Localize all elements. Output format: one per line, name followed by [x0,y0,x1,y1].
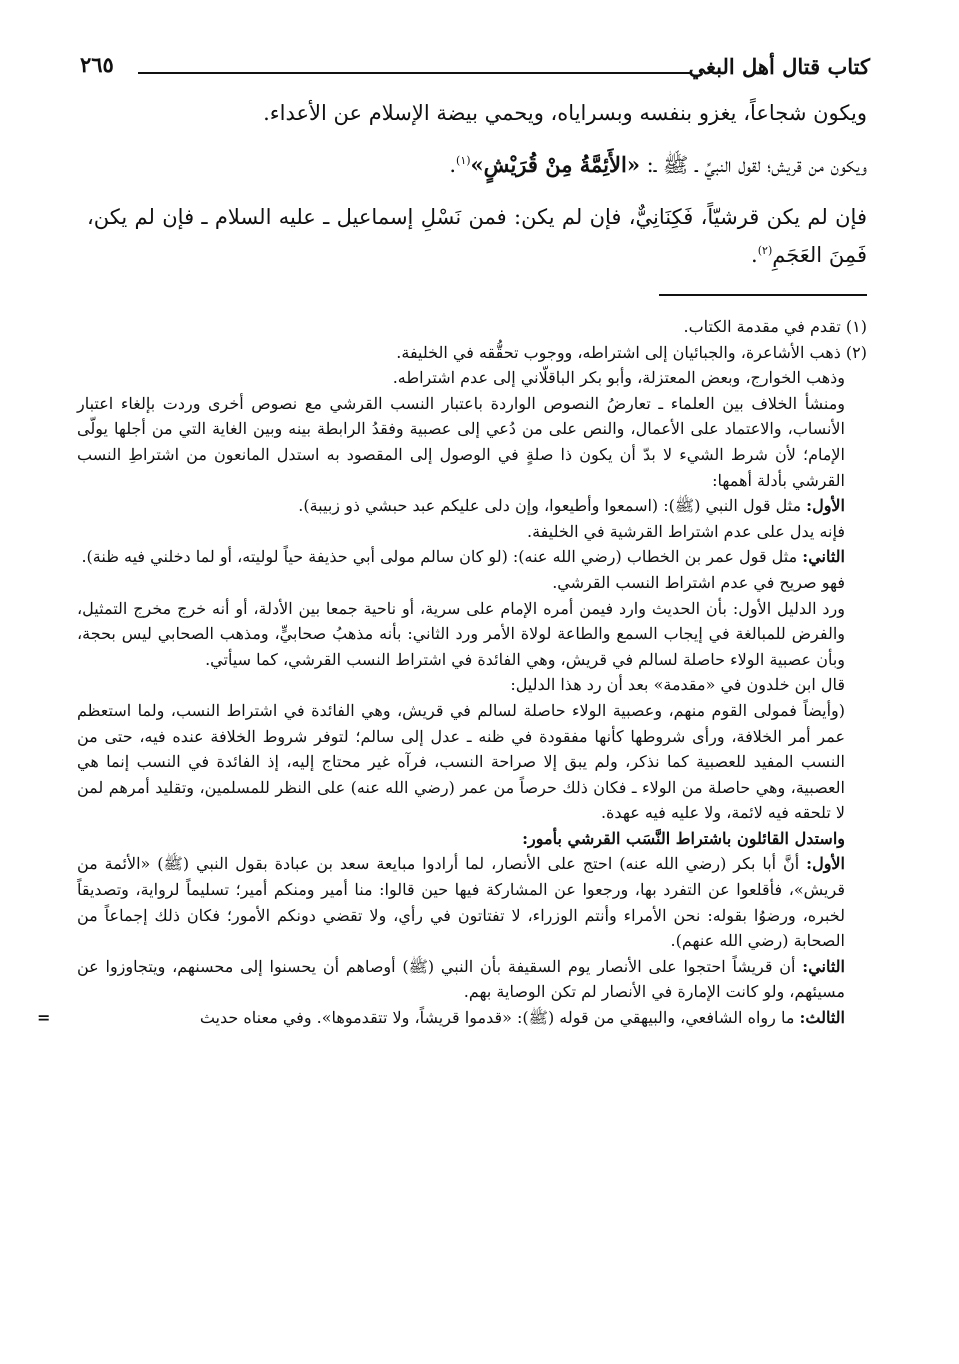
main-text-line: فإن لم يكن قرشيّاً، فَكِنَانِيٌّ، فإن لم يكن: فمن نَسْلِ إسماعيل ـ عليه السلام ـ فإن لم يكن، فَمِنَ العَجَمِ [87,205,867,267]
point-text: مثل قول عمر بن الخطاب (رضي الله عنه): (لو كان سالم مولى أبي حذيفة حياً لوليته، أو لما دخلني فيه ظنة). [81,547,803,567]
footnote-ref: (٢) [757,244,773,257]
footnote-paragraph: وذهب الخوارج، وبعض المعتزلة، وأبو بكر الباقلّاني إلى عدم اشتراطه. [392,368,845,388]
footnote-heading: واستدل القائلون باشتراط النَّسَب القرشي بأمور: [522,828,845,848]
footnote-paragraph [77,544,867,570]
point-label: الثاني: [802,956,845,976]
footnote-paragraph [37,1005,867,1031]
main-paragraph [87,146,867,184]
hadith-quote: «الأَئِمَّةُ مِنْ قُرَيْشٍ» [470,152,640,177]
footnote: (٢) ذهب الأشاعرة، والجبائيان إلى اشتراطه، ووجوب تحقُّقه في الخليفة. [396,342,867,362]
footnote-paragraph [77,493,867,519]
footnote-quote: (وأيضاً فمولى القوم منهم، وعصبية الولاء حاصلة لسالم في قريش، وهي الفائدة في اشتراط النسب، ولما استعظم عمر أمر الخلافة، ورأى شروطها كأنها مفقودة في ظنه ـ عدل إلى سالم؛ لتوفر شروط الخلافة عنده فيه، حتى من النسب المفيد للعصبية كما نذكر، ولم يبق إلا صراحة النسب، فرآه غير محتاج إليه، إذ الفائدة في النسب إنما هي العصبية، وهي حاصلة من الولاء ـ فكان ذلك حرصاً من عمر (رضي الله عنه) على النظر للمسلمين، وتقليد أمرهم لمن لا تلحقه فيه لائمة، ولا عليه فيه عهدة. [77,700,846,823]
point-text: مثل قول النبي (ﷺ): (اسمعوا وأطيعوا، وإن دلى عليكم عبد حبشي ذو زبيبة). [298,496,807,516]
point-label: الأول: [806,854,845,874]
page-header [80,52,870,88]
footnotes [37,314,867,1031]
footnote-paragraph: قال ابن خلدون في «مقدمة» بعد أن رد هذا الدليل: [510,675,845,695]
footnote: (١) تقدم في مقدمة الكتاب. [683,317,867,336]
header-rule [138,72,690,74]
main-text-line: . [751,243,758,267]
running-title: كتاب قتال أهل البغي [688,54,870,79]
footnote-separator [659,294,867,296]
footnote-paragraph: ومنشأ الخلاف بين العلماء ـ تعارضُ النصوص الواردة باعتبار النسب القرشي مع نصوص أخرى وردت بإلغاء اعتبار الأنساب، والاعتماد على الأعمال، والنص على من دُعي إلى عصبية وفقدُ الرابطة بينه وبين الغاية التي من أجلها يولّى الإمام؛ لأن شرط الشيء لا بدّ أن يكون ذا صلةٍ في الوصول إلى المقصود به استدل المانعون من اشتراطِ النسب القرشي بأدلة أهمها: [77,393,845,490]
continuation-mark: = [37,1008,51,1028]
point-label: الأول: [806,496,845,516]
footnote-paragraph: فإنه يدل على عدم اشتراط القرشية في الخليفة. [527,521,845,541]
point-label: الثاني: [802,547,845,567]
main-paragraph [87,198,867,274]
footnote-paragraph [77,954,867,1005]
point-text: ما رواه الشافعي، والبيهقي من قوله (ﷺ): «قدموا قريشاً، ولا تتقدموها». وفي معناه حديث [199,1008,800,1028]
footnote-paragraph: فهو صريح في عدم اشتراط النسب القرشي. [552,572,845,592]
point-text: أنَّ أبا بكر (رضي الله عنه) احتج على الأنصار، لما أرادوا مبايعة سعد بن عبادة بقول النبي (ﷺ) «الأئمة من قريش»، فأقلعوا عن التفرد بها، ورجعوا عن المشاركة فيها حين قالوا: منا أمير ومنكم أمير؛ تسليماً لرواية، وتصديقاً لخبره، ورضوُا بقوله: نحن الأمراء وأنتم الوزراء، لا تفتاتون في رأي، ولا تقضي دونكم الأمور؛ فكان ذلك إجماعاً من الصحابة (رضي الله عنهم). [77,854,845,951]
main-text-line: . [449,153,457,177]
footnote-ref: (١) [456,154,471,167]
main-text-line: ويكون من قريش؛ لقول النبيِّ ـ ﷺ ـ: [639,153,867,177]
footnote-paragraph: ورد الدليل الأول: بأن الحديث وارد فيمن أمره الإمام على سرية، أو ناحية جمعا بين الأدلة، أو أنه خرج مخرج التمثيل، والفرض للمبالغة في إيجاب السمع والطاعة لولاة الأمر ورد الثاني: بأنه مذهبُ صحابيٍّ، ومذهب الصحابي ليس بحجة، وبأن عصبية الولاء حاصلة لسالم في قريش، وهي الفائدة في اشتراط النسب القرشي، كما سيأتي. [77,598,846,669]
main-text-line: ويكون شجاعاً، يغزو بنفسه وبسراياه، ويحمي بيضة الإسلام عن الأعداء. [263,101,867,125]
footnote-paragraph [77,851,867,953]
point-label: الثالث: [799,1008,845,1028]
main-paragraph [87,94,867,132]
main-text [87,94,867,274]
point-text: أن قريشاً احتجوا على الأنصار يوم السقيفة بأن النبي (ﷺ) أوصاهم أن يحسنوا إلى محسنهم، ويتجاوزوا عن مسيئهم، ولو كانت الإمارة في الأنصار لم تكن الوصاية بهم. [77,956,845,1002]
page-number: ٢٦٥ [80,52,114,77]
